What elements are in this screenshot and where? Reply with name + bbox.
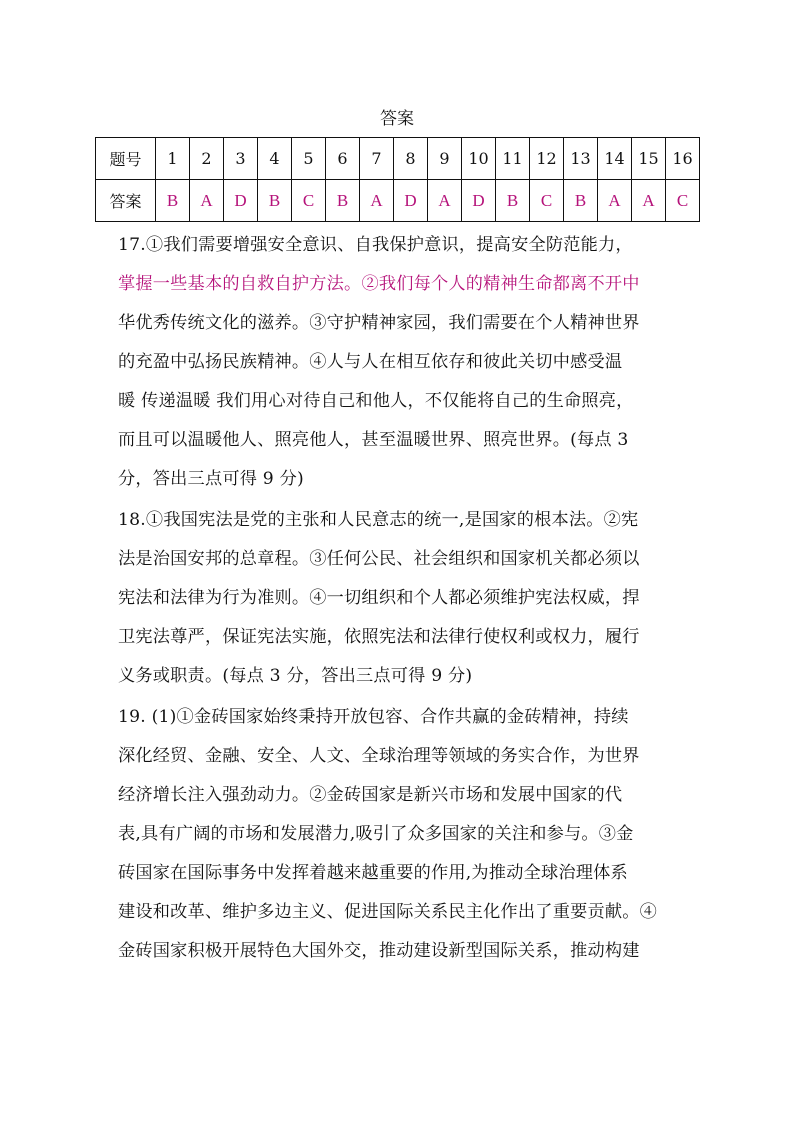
answer-cell: B — [496, 180, 530, 222]
text-line — [118, 265, 698, 304]
text-line — [118, 932, 698, 971]
text-segment: 金砖国家积极开展特色大国外交，推动建设新型国际关系，推动构建 — [118, 941, 640, 961]
question-number-cell: 15 — [632, 138, 666, 180]
text-line — [118, 854, 698, 893]
page-title: 答案 — [380, 109, 414, 129]
answer-cell: D — [394, 180, 428, 222]
answer-cell: A — [598, 180, 632, 222]
text-line — [118, 226, 698, 265]
text-segment: 18.①我国宪法是党的主张和人民意志的统一,是国家的根本法。②宪 — [118, 510, 639, 530]
question-number-cell: 9 — [428, 138, 462, 180]
text-line — [118, 579, 698, 618]
text-segment: 暖 传递温暖 我们用心对待自己和他人，不仅能将自己的生命照亮， — [118, 391, 634, 411]
text-line — [118, 657, 698, 696]
text-line — [118, 893, 698, 932]
text-line — [118, 618, 698, 657]
question-19 — [118, 698, 698, 971]
text-line — [118, 501, 698, 540]
question-18 — [118, 501, 698, 696]
answer-cell: C — [292, 180, 326, 222]
text-segment: 建设和改革、维护多边主义、促进国际关系民主化作出了重要贡献。④ — [118, 902, 658, 922]
question-number-cell: 14 — [598, 138, 632, 180]
text-segment: 法是治国安邦的总章程。③任何公民、社会组织和国家机关都必须以 — [118, 549, 640, 569]
answer-cell: A — [360, 180, 394, 222]
answer-cell: D — [462, 180, 496, 222]
text-segment: 华优秀传统文化的滋养。③守护精神家园，我们需要在个人精神世界 — [118, 313, 640, 333]
question-number-cell: 3 — [224, 138, 258, 180]
text-segment: 卫宪法尊严，保证宪法实施，依照宪法和法律行使权利或权力，履行 — [118, 627, 640, 647]
text-segment: ②我们每个人的精神生命都离不开中 — [361, 274, 640, 294]
question-number-cell: 2 — [190, 138, 224, 180]
answer-cell: D — [224, 180, 258, 222]
table-row-answers — [96, 180, 700, 222]
answer-cell: A — [632, 180, 666, 222]
text-line — [118, 460, 698, 499]
answer-cell: C — [666, 180, 700, 222]
answer-cell: B — [156, 180, 190, 222]
text-line — [118, 737, 698, 776]
answer-cell: A — [190, 180, 224, 222]
text-segment: 的充盈中弘扬民族精神。④人与人在相互依存和彼此关切中感受温 — [118, 352, 623, 372]
text-line — [118, 776, 698, 815]
text-segment: 分，答出三点可得 9 分) — [118, 469, 304, 489]
text-segment: 义务或职责。(每点 3 分，答出三点可得 9 分) — [118, 666, 473, 686]
text-line — [118, 421, 698, 460]
text-line — [118, 698, 698, 737]
question-number-cell: 11 — [496, 138, 530, 180]
question-number-cell: 16 — [666, 138, 700, 180]
text-segment: 经济增长注入强劲动力。②金砖国家是新兴市场和发展中国家的代 — [118, 785, 623, 805]
answer-cell: B — [258, 180, 292, 222]
question-number-cell: 6 — [326, 138, 360, 180]
question-17 — [118, 226, 698, 499]
text-segment: 砖国家在国际事务中发挥着越来越重要的作用,为推动全球治理体系 — [118, 863, 628, 883]
text-line — [118, 343, 698, 382]
text-line — [118, 815, 698, 854]
answer-cell: B — [326, 180, 360, 222]
row-header-answer: 答案 — [96, 180, 156, 222]
text-segment: 而且可以温暖他人、照亮他人，甚至温暖世界、照亮世界。(每点 3 — [118, 430, 629, 450]
question-number-cell: 4 — [258, 138, 292, 180]
answer-table — [95, 137, 700, 222]
row-header-number: 题号 — [96, 138, 156, 180]
text-line — [118, 304, 698, 343]
question-number-cell: 13 — [564, 138, 598, 180]
answer-text — [118, 226, 698, 971]
table-row-numbers — [96, 138, 700, 180]
question-number-cell: 1 — [156, 138, 190, 180]
text-segment: 掌握一些基本的自救自护方法。 — [118, 274, 362, 294]
question-number-cell: 5 — [292, 138, 326, 180]
question-number-cell: 7 — [360, 138, 394, 180]
text-segment: 宪法和法律为行为准则。④一切组织和个人都必须维护宪法权威，捍 — [118, 588, 640, 608]
question-number-cell: 8 — [394, 138, 428, 180]
text-line — [118, 382, 698, 421]
question-number-cell: 12 — [530, 138, 564, 180]
text-segment: 深化经贸、金融、安全、人文、全球治理等领域的务实合作，为世界 — [118, 746, 640, 766]
text-segment: 17.①我们需要增强安全意识、自我保护意识，提高安全防范能力， — [118, 235, 633, 255]
text-segment: 表,具有广阔的市场和发展潜力,吸引了众多国家的关注和参与。③金 — [118, 824, 634, 844]
text-segment: 19. (1)①金砖国家始终秉持开放包容、合作共赢的金砖精神，持续 — [118, 707, 629, 727]
answer-cell: B — [564, 180, 598, 222]
text-line — [118, 540, 698, 579]
answer-cell: C — [530, 180, 564, 222]
answer-cell: A — [428, 180, 462, 222]
question-number-cell: 10 — [462, 138, 496, 180]
